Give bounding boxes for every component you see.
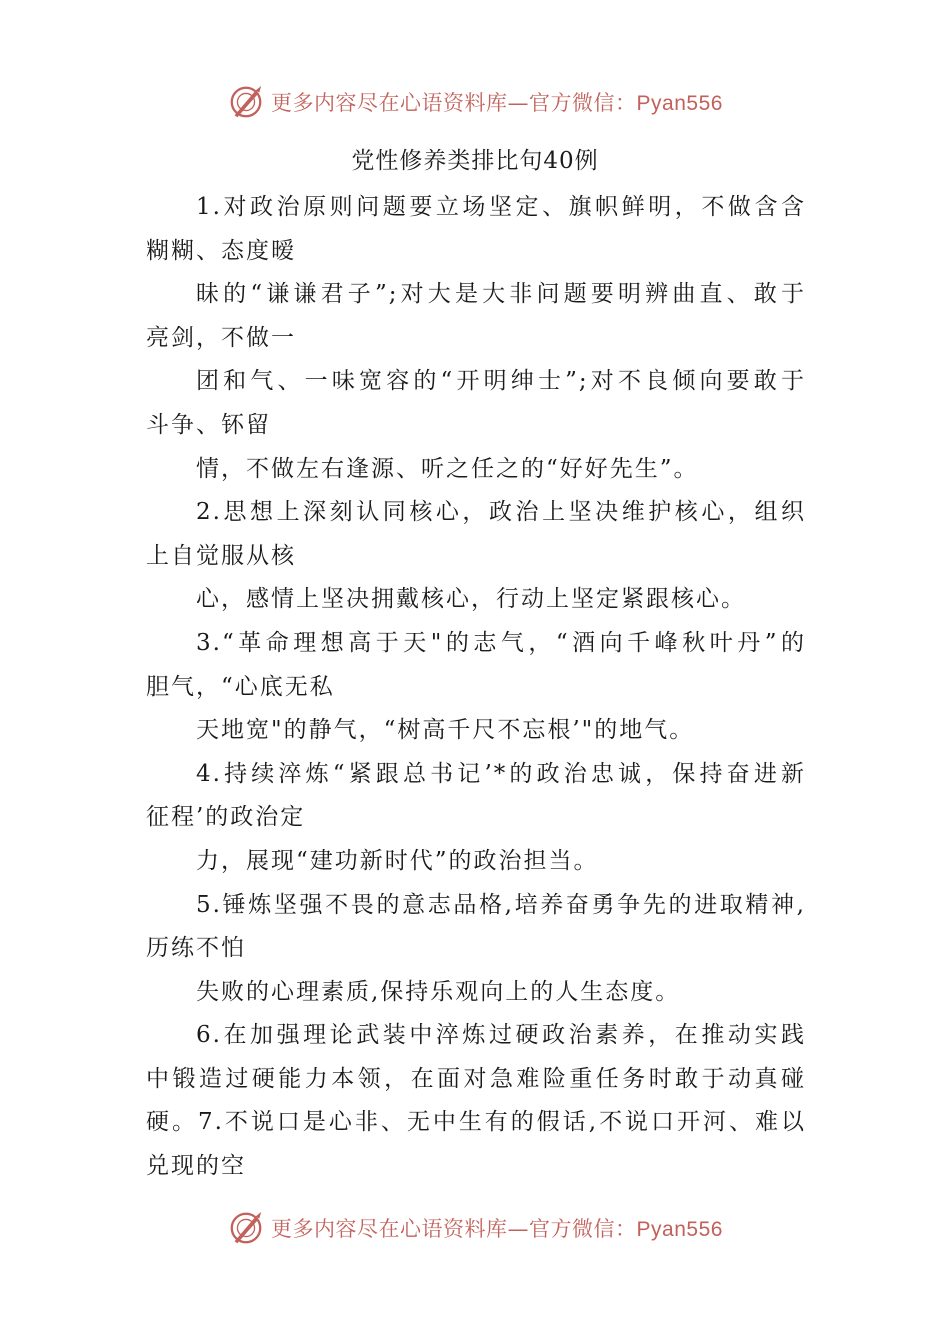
watermark-label: 更多内容尽在心语资料库—官方微信： [271, 1217, 637, 1241]
text-line: 2.思想上深刻认同核心，政治上坚决维护核心，组织 [196, 499, 806, 526]
text-line: 昧的“谦谦君子”;对大是大非问题要明辨曲直、敢于 [196, 281, 806, 308]
quill-pen-icon [227, 83, 265, 121]
text-line: 斗争、钚留 [146, 411, 271, 438]
text-line: 硬。7.不说口是心非、无中生有的假话,不说口开河、难以 [146, 1109, 806, 1136]
watermark-header [0, 82, 950, 122]
text-line: 情，不做左右逢源、听之任之的“好好先生”。 [196, 455, 699, 482]
watermark-footer [0, 1208, 950, 1248]
text-line: 心，感情上坚决拥戴核心，行动上坚定紧跟核心。 [196, 586, 746, 613]
watermark-wechat-id: Pyan556 [636, 92, 723, 115]
text-line: 历练不怕 [146, 935, 246, 962]
text-line: 上自觉服从核 [146, 542, 296, 569]
quill-pen-icon [227, 1209, 265, 1247]
text-line: 胆气，“心底无私 [146, 673, 335, 700]
text-line: 天地宽"的静气，“树高千尺不忘根’"的地气。 [196, 717, 695, 744]
text-line: 糊糊、态度暧 [146, 237, 296, 264]
text-line: 失败的心理素质,保持乐观向上的人生态度。 [196, 978, 681, 1005]
text-line: 5.锤炼坚强不畏的意志品格,培养奋勇争先的进取精神, [196, 891, 806, 918]
text-line: 3.“革命理想高于天"的志气，“酒向千峰秋叶丹”的 [196, 629, 806, 656]
text-line: 力，展现“建功新时代”的政治担当。 [196, 847, 599, 874]
watermark-wechat-id: Pyan556 [636, 1218, 723, 1241]
text-line: 征程’的政治定 [146, 804, 306, 831]
text-line: 6.在加强理论武装中淬炼过硬政治素养，在推动实践 [196, 1022, 806, 1049]
watermark-label: 更多内容尽在心语资料库—官方微信： [271, 91, 637, 115]
text-line: 1.对政治原则问题要立场坚定、旗帜鲜明，不做含含 [196, 194, 806, 220]
text-line: 团和气、一味宽容的“开明绅士”;对不良倾向要敢于 [196, 368, 806, 395]
watermark-text [271, 1213, 723, 1243]
watermark-text [271, 87, 723, 117]
text-line: 亮剑，不做一 [146, 324, 296, 351]
text-line: 4.持续淬炼“紧跟总书记’*的政治忠诚，保持奋进新 [196, 760, 806, 787]
document-title: 党性修养类排比句40例 [351, 148, 599, 174]
document-body [146, 186, 806, 1189]
text-line: 中锻造过硬能力本领，在面对急难险重任务时敢于动真碰 [146, 1065, 806, 1092]
text-line: 兑现的空 [146, 1153, 246, 1180]
